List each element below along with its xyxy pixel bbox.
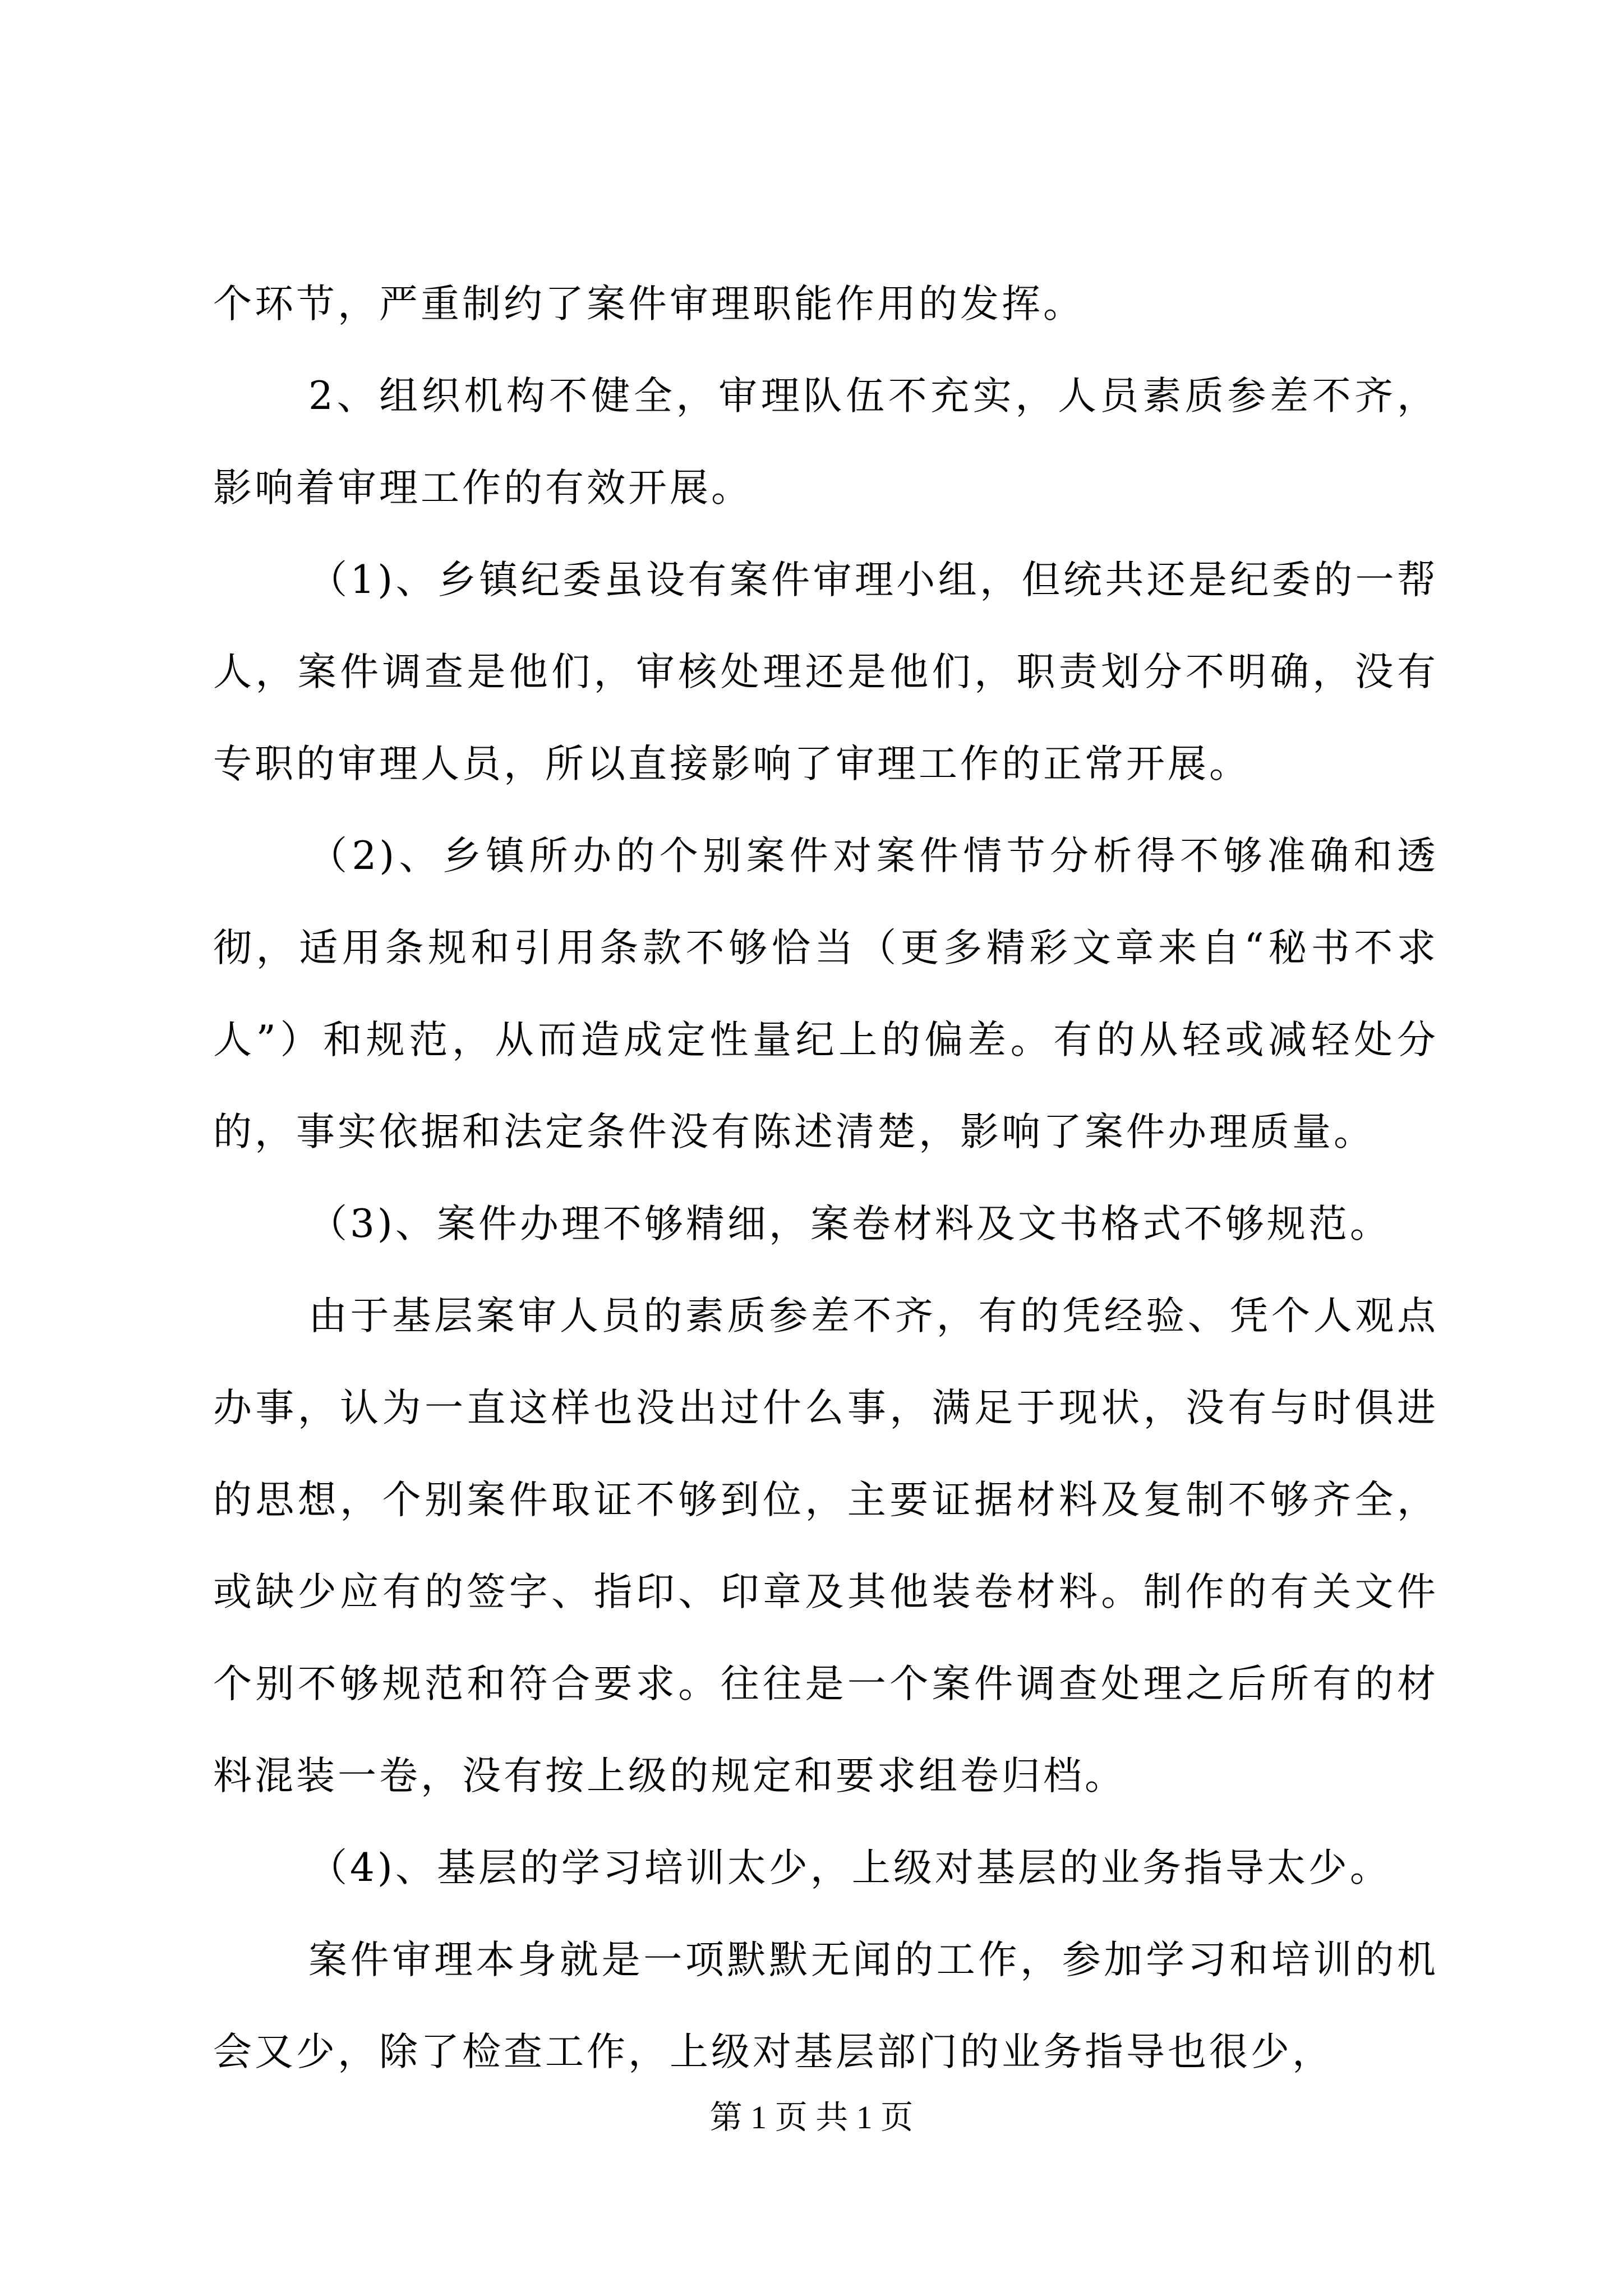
paragraph: 个环节，严重制约了案件审理职能作用的发挥。 bbox=[213, 282, 1085, 326]
paragraph: 案件审理本身就是一项默默无闻的工作，参加学习和培训的机会又少，除了检查工作，上级对基层部门的业务指导也很少， bbox=[213, 1938, 1438, 2074]
paragraph: （3)、案件办理不够精细，案卷材料及文书格式不够规范。 bbox=[308, 1202, 1391, 1246]
paragraph: 2、组织机构不健全，审理队伍不充实，人员素质参差不齐，影响着审理工作的有效开展。 bbox=[213, 374, 1438, 510]
paragraph: 由于基层案审人员的素质参差不齐，有的凭经验、凭个人观点办事，认为一直这样也没出过什么事，满足于现状，没有与时俱进的思想，个别案件取证不够到位，主要证据材料及复制不够齐全，或缺少应有的签字、指印、印章及其他装卷材料。制作的有关文件个别不够规范和符合要求。往往是一个案件调查处理之后所有的材料混装一卷，没有按上级的规定和要求组卷归档。 bbox=[213, 1294, 1438, 1798]
paragraph: （1)、乡镇纪委虽设有案件审理小组，但统共还是纪委的一帮人，案件调查是他们，审核处理还是他们，职责划分不明确，没有专职的审理人员，所以直接影响了审理工作的正常开展。 bbox=[213, 558, 1438, 786]
document-body bbox=[213, 258, 1438, 2098]
paragraph: （4)、基层的学习培训太少，上级对基层的业务指导太少。 bbox=[308, 1846, 1391, 1890]
page-footer: 第 1 页 共 1 页 bbox=[709, 2099, 914, 2136]
paragraph: （2)、乡镇所办的个别案件对案件情节分析得不够准确和透彻，适用条规和引用条款不够恰当（更多精彩文章来自“秘书不求人”）和规范，从而造成定性量纪上的偏差。有的从轻或减轻处分的，事实依据和法定条件没有陈述清楚，影响了案件办理质量。 bbox=[213, 834, 1438, 1154]
